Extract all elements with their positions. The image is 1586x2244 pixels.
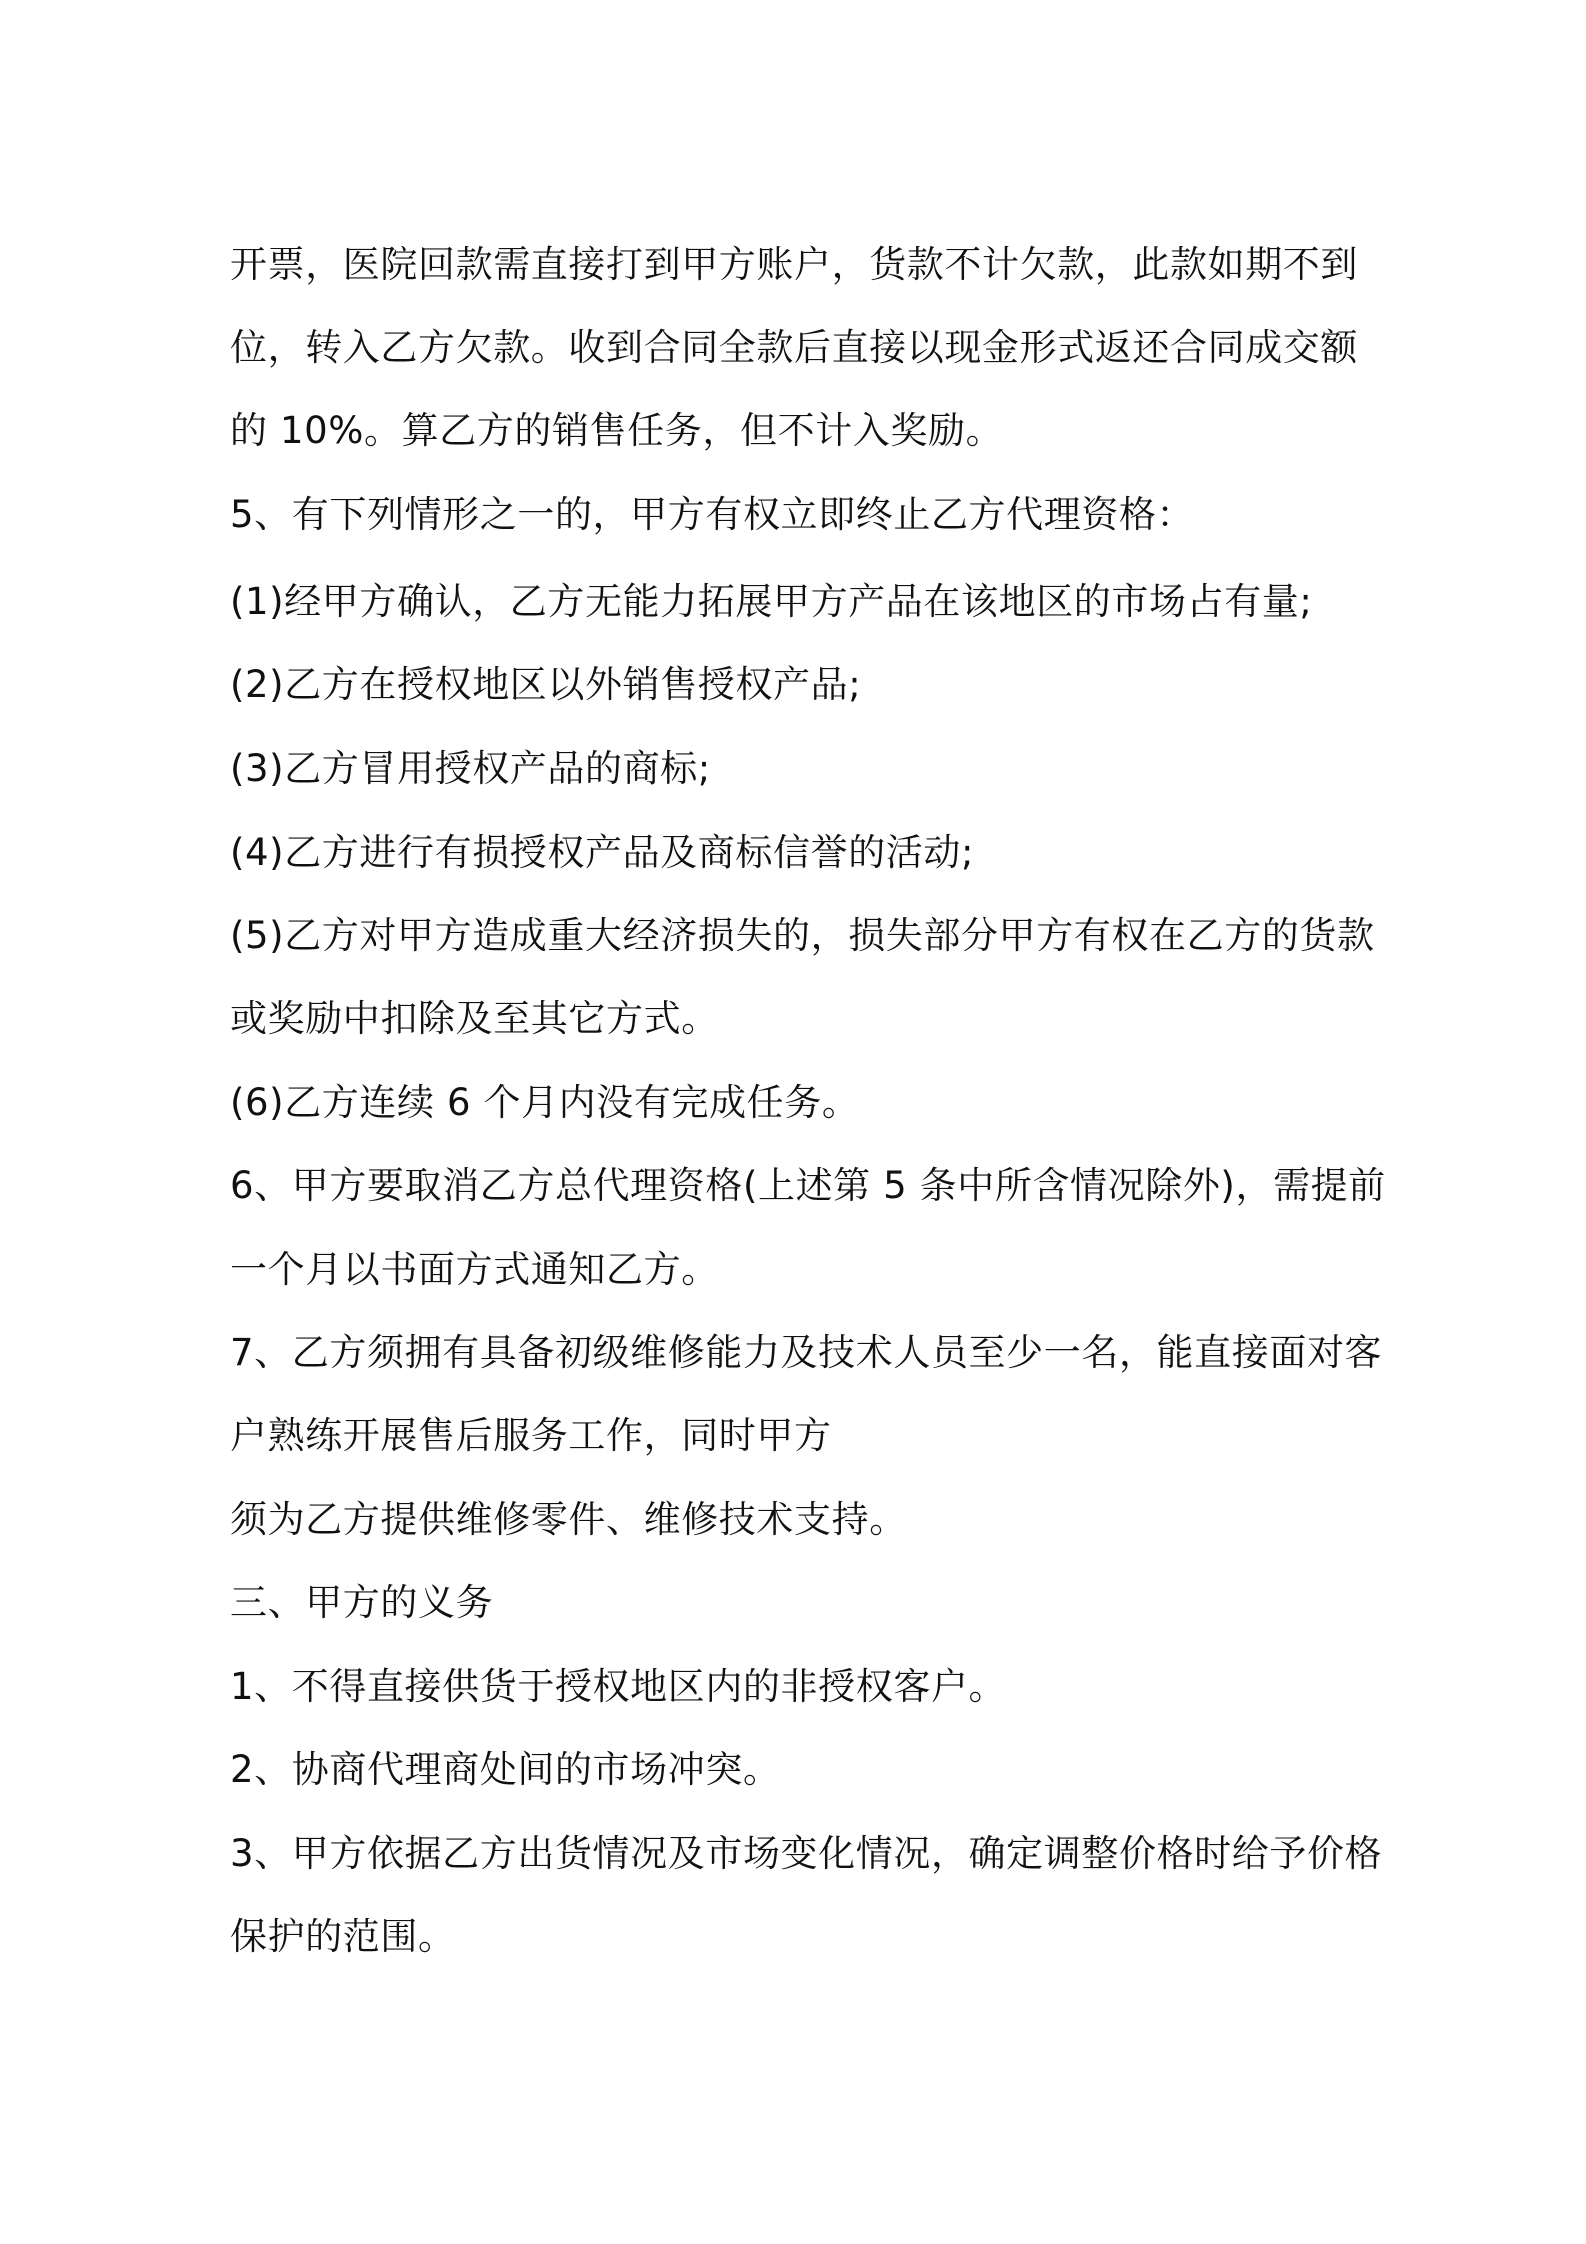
clause-paragraph: 2、协商代理商处间的市场冲突。 xyxy=(230,1748,781,1791)
paragraph-line: 的 10%。算乙方的销售任务，但不计入奖励。 xyxy=(230,409,1004,452)
clause-paragraph-continuation: 须为乙方提供维修零件、维修技术支持。 xyxy=(230,1498,907,1541)
list-item-continuation: 或奖励中扣除及至其它方式。 xyxy=(230,997,719,1040)
section-heading: 三、甲方的义务 xyxy=(230,1581,494,1624)
paragraph-line: 位，转入乙方欠款。收到合同全款后直接以现金形式返还合同成交额 xyxy=(230,326,1358,369)
list-item: (4)乙方进行有损授权产品及商标信誉的活动; xyxy=(230,831,975,874)
clause-paragraph-continuation: 户熟练开展售后服务工作，同时甲方 xyxy=(230,1414,832,1457)
list-item: (6)乙方连续 6 个月内没有完成任务。 xyxy=(230,1081,860,1124)
list-item: (1)经甲方确认，乙方无能力拓展甲方产品在该地区的市场占有量; xyxy=(230,580,1313,623)
paragraph-line: 开票，医院回款需直接打到甲方账户，货款不计欠款，此款如期不到 xyxy=(230,243,1358,286)
clause-heading: 5、有下列情形之一的，甲方有权立即终止乙方代理资格： xyxy=(230,493,1195,536)
clause-paragraph-continuation: 保护的范围。 xyxy=(230,1915,456,1958)
clause-paragraph: 7、乙方须拥有具备初级维修能力及技术人员至少一名，能直接面对客 xyxy=(230,1331,1383,1374)
clause-paragraph-continuation: 一个月以书面方式通知乙方。 xyxy=(230,1248,719,1291)
clause-paragraph: 1、不得直接供货于授权地区内的非授权客户。 xyxy=(230,1665,1007,1708)
clause-paragraph: 6、甲方要取消乙方总代理资格(上述第 5 条中所含情况除外)，需提前 xyxy=(230,1164,1386,1207)
clause-paragraph: 3、甲方依据乙方出货情况及市场变化情况，确定调整价格时给予价格 xyxy=(230,1832,1383,1875)
list-item: (3)乙方冒用授权产品的商标; xyxy=(230,747,711,790)
list-item: (5)乙方对甲方造成重大经济损失的，损失部分甲方有权在乙方的货款 xyxy=(230,914,1375,957)
list-item: (2)乙方在授权地区以外销售授权产品; xyxy=(230,663,862,706)
